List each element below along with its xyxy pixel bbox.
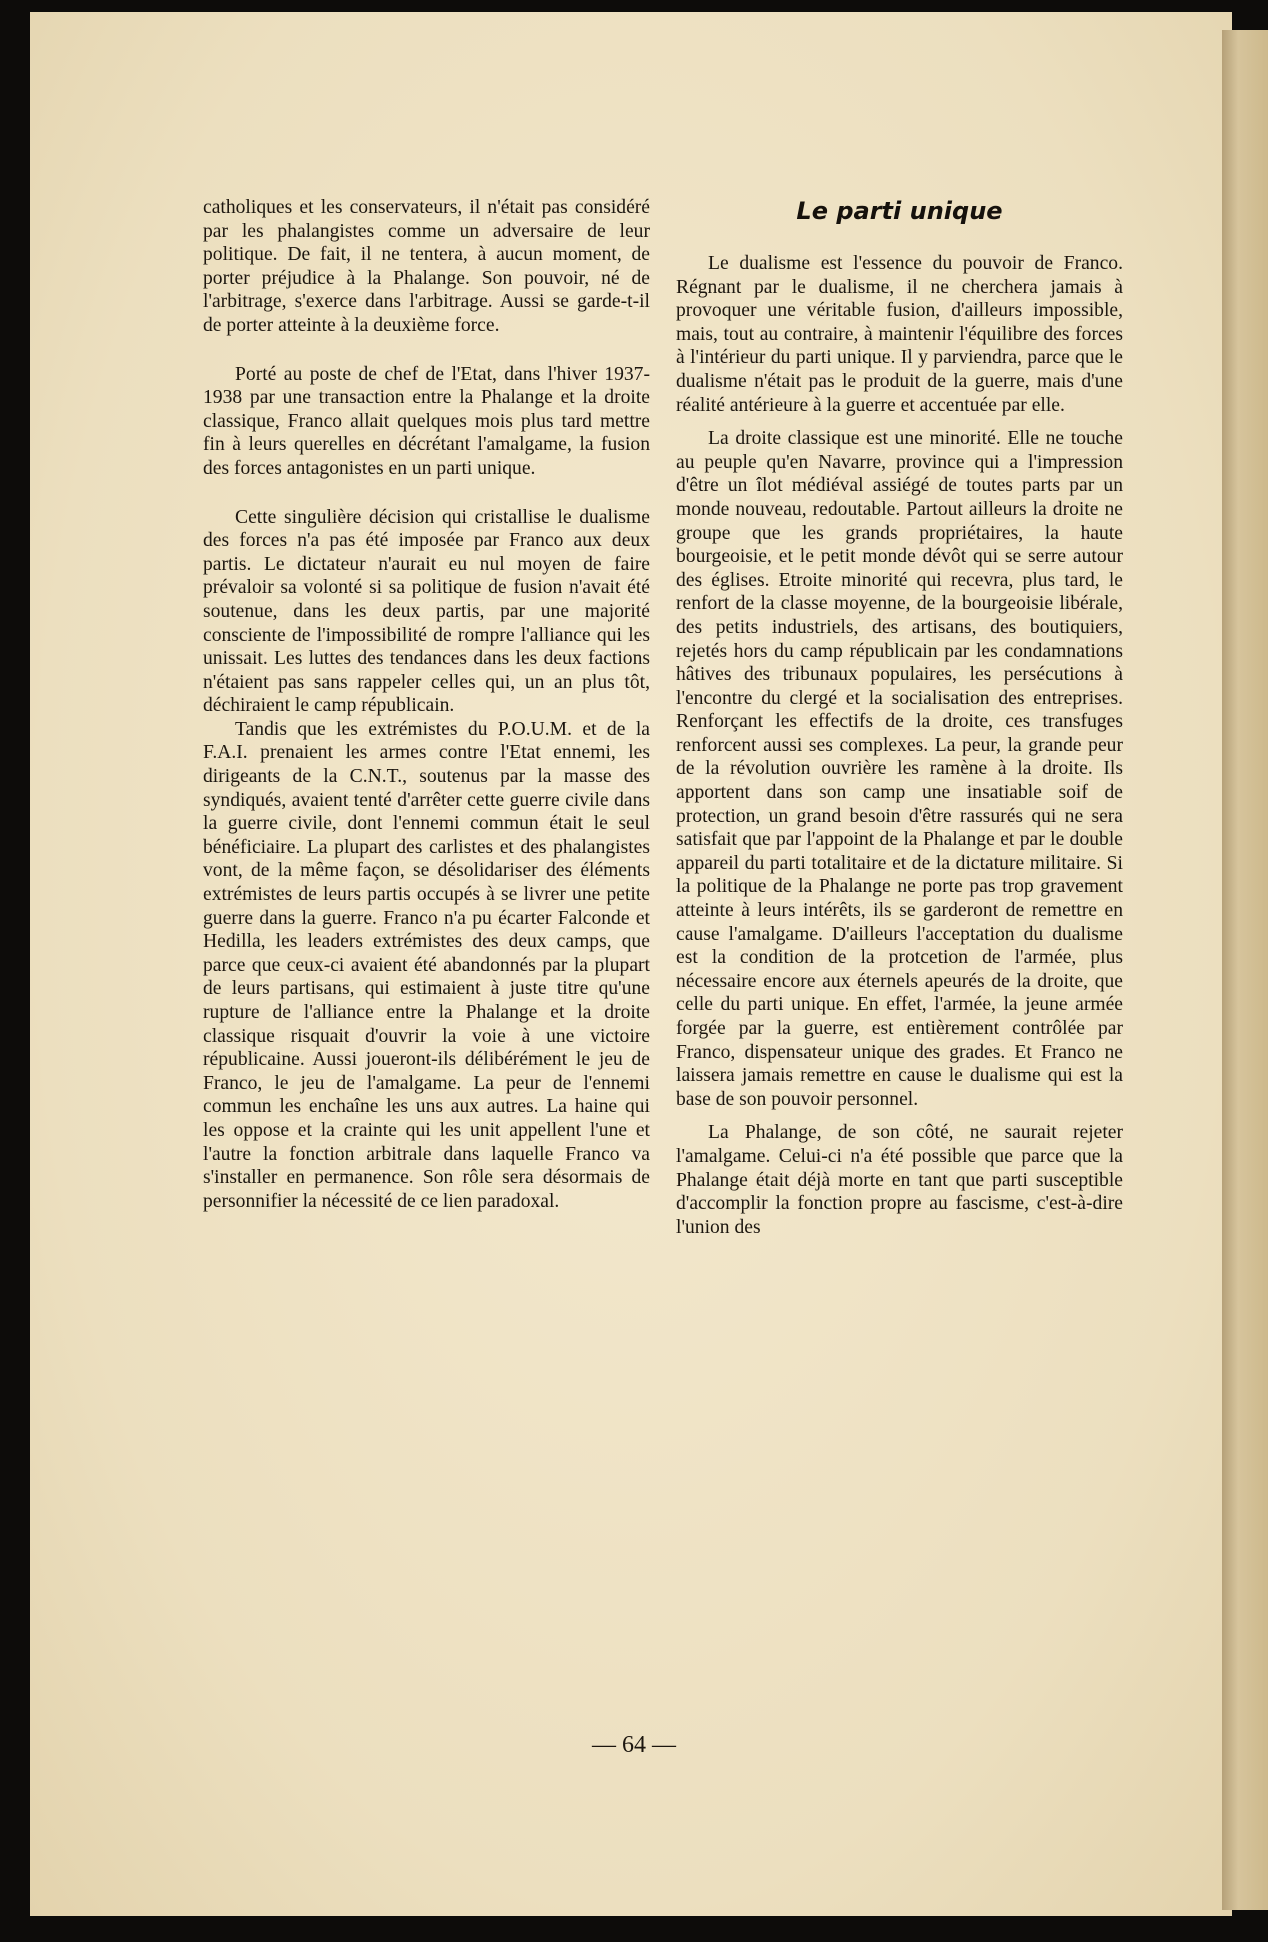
left-column <box>203 196 650 1213</box>
paragraph: Cette singulière décision qui cristallise le dualisme des forces n'a pas été imposée par Franco aux deux partis. Le dictateur n'aurait eu nul moyen de faire prévaloir sa volonté si sa politique de fusion n'avait été soutenue, dans les deux partis, par une majorité consciente de l'impossibilité de rompre l'alliance qui les unissait. Les luttes des tendances dans les deux factions n'étaient pas sans rappeler celles qui, un an plus tôt, déchiraient le camp républicain. <box>203 506 650 717</box>
section-title: Le parti unique <box>796 197 1003 225</box>
page-edge <box>1222 30 1268 1910</box>
paragraph: catholiques et les conservateurs, il n'était pas considéré par les phalangistes comme un adversaire de leur politique. De fait, il ne tentera, à aucun moment, de porter préjudice à la Phalange. Son pouvoir, né de l'arbitrage, s'exerce dans l'arbitrage. Aussi se garde-t-il de porter atteinte à la deuxième force. <box>203 197 650 336</box>
right-column <box>676 196 1123 1239</box>
page-number: — 64 — <box>592 1732 676 1758</box>
paragraph: La Phalange, de son côté, ne saurait rejeter l'amalgame. Celui-ci n'a été possible que parce que la Phalange était déjà morte en tant que parti susceptible d'accomplir la fonction propre au fascisme, c'est-à-dire l'union des <box>676 1122 1123 1238</box>
paragraph: La droite classique est une minorité. Elle ne touche au peuple qu'en Navarre, province qui a l'impression d'être un îlot médiéval assiégé de toutes parts par un monde nouveau, redoutable. Partout ailleurs la droite ne groupe que les grands propriétaires, la haute bourgeoisie, et le petit monde dévôt qui se serre autour des églises. Etroite minorité qui recevra, plus tard, le renfort de la classe moyenne, de la bourgeoisie libérale, des petits industriels, des artisans, des boutiquiers, rejetés hors du camp républicain par les condamnations hâtives des tribunaux populaires, les persécutions à l'encontre du clergé et la socialisation des entreprises. Renforçant les effectifs de la droite, ces transfuges renforcent aussi ses complexes. La peur, la grande peur de la révolution ouvrière les ramène à la droite. Ils apportent dans son camp une insatiable soif de protection, un grand besoin d'être rassurés qui ne sera satisfait que par l'appoint de la Phalange et par le double appareil du parti totalitaire et de la dictature militaire. Si la politique de la Phalange ne porte pas trop gravement atteinte à leurs intérêts, ils se garderont de remettre en cause l'amalgame. D'ailleurs l'acceptation du dualisme est la condition de la protcetion de l'armée, plus nécessaire encore aux éternels apeurés de la droite, que celle du parti unique. En effet, l'armée, la jeune armée forgée par la guerre, est entièrement contrôlée par Franco, dispensateur unique des grades. Et Franco ne laissera jamais remettre en cause le dualisme qui est la base de son pouvoir personnel. <box>676 428 1123 1110</box>
paragraph: Le dualisme est l'essence du pouvoir de Franco. Régnant par le dualisme, il ne cherchera jamais à provoquer une véritable fusion, d'ailleurs impossible, mais, tout au contraire, à maintenir l'équilibre des forces à l'intérieur du parti unique. Il y parviendra, parce que le dualisme n'était pas le produit de la guerre, mais d'une réalité antérieure à la guerre et accentuée par elle. <box>676 253 1123 416</box>
paragraph: Porté au poste de chef de l'Etat, dans l'hiver 1937-1938 par une transaction entre la Phalange et la droite classique, Franco allait quelques mois plus tard mettre fin à leurs querelles en décrétant l'amalgame, la fusion des forces antagonistes en un parti unique. <box>203 363 650 479</box>
paragraph: Tandis que les extrémistes du P.O.U.M. et de la F.A.I. prenaient les armes contre l'Etat ennemi, les dirigeants de la C.N.T., soutenus par la masse des syndiqués, avaient tenté d'arrêter cette guerre civile dans la guerre civile, dont l'ennemi commun était le seul bénéficiaire. La plupart des carlistes et des phalangistes vont, de la même façon, se désolidariser des éléments extrémistes de leurs partis occupés à se livrer une petite guerre dans la guerre. Franco n'a pu écarter Falconde et Hedilla, les leaders extrémistes des deux camps, que parce que ceux-ci avaient été abandonnés par la plupart de leurs partisans, qui estimaient à juste titre qu'une rupture de l'alliance entre la Phalange et la droite classique risquait d'ouvrir la voie à une victoire républicaine. Aussi joueront-ils délibérément le jeu de Franco, le jeu de l'amalgame. La peur de l'ennemi commun les enchaîne les uns aux autres. La haine qui les oppose et la crainte qui les unit appellent l'une et l'autre la fonction arbitrale dans laquelle Franco va s'installer en permanence. Son rôle sera désormais de personnifier la nécessité de ce lien paradoxal. <box>203 718 650 1212</box>
